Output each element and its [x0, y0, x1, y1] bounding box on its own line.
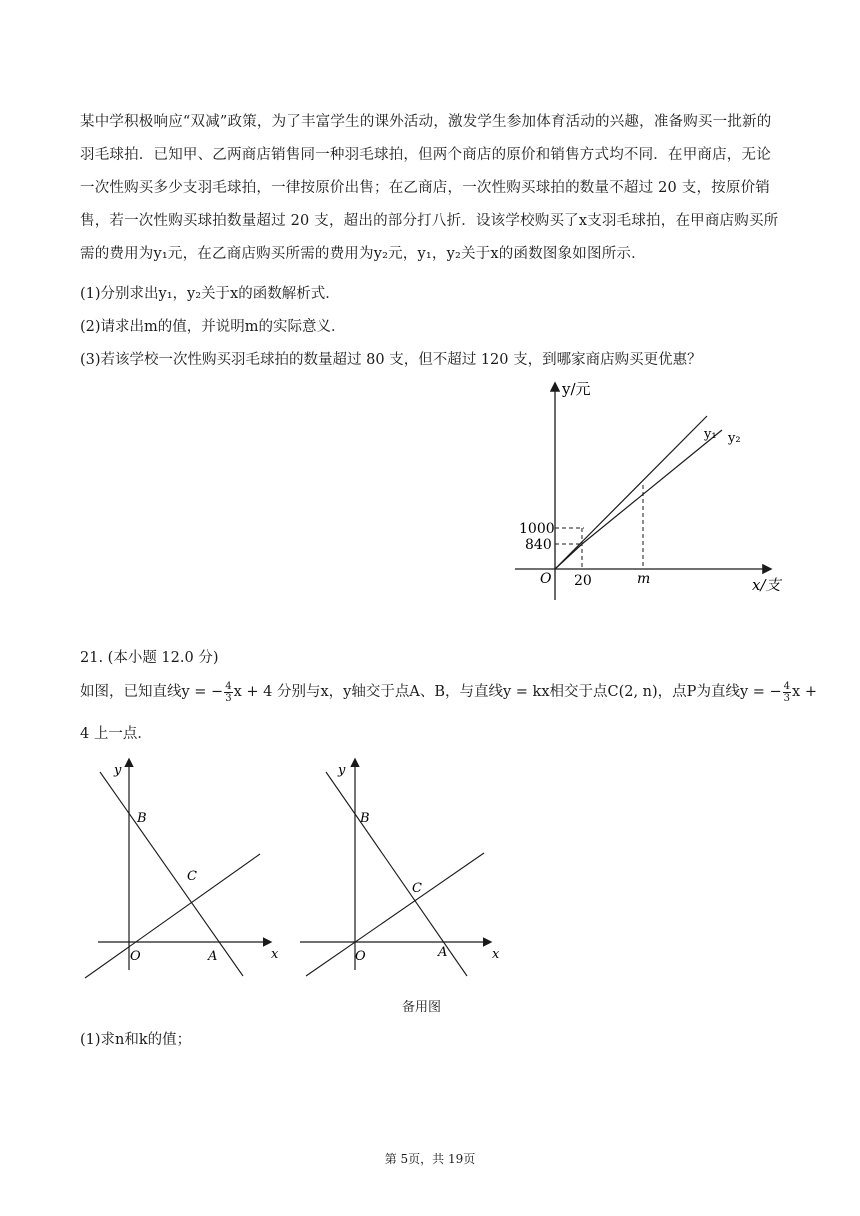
page-footer: 第 5页，共 19页	[384, 1152, 476, 1166]
problem20-graph	[500, 372, 800, 612]
backup-figure-caption: 备用图	[402, 1000, 442, 1015]
stem-part-a: 如图，已知直线y = −	[80, 684, 224, 700]
y-axis-label: y/元	[562, 380, 591, 398]
line2-label: y₂	[728, 431, 741, 446]
line-kx	[85, 854, 260, 978]
label-a: A	[208, 949, 218, 964]
label-a: A	[438, 945, 448, 960]
x-axis-label: x/支	[752, 576, 781, 594]
label-c: C	[187, 869, 197, 884]
label-b: B	[137, 811, 147, 826]
problem21-figure	[80, 756, 285, 986]
fraction-four-thirds-2: $\frac{4}{3}$	[783, 680, 791, 704]
problem20-q3: (3)若该学校一次性购买羽毛球拍的数量超过 80 支，但不超过 120 支，到哪家商店购买更优惠？	[80, 352, 702, 368]
line-y1	[555, 416, 707, 569]
problem21-header: 21. (本小题 12.0 分)	[80, 650, 219, 666]
label-c: C	[412, 881, 422, 896]
tick-1000: 1000	[519, 521, 555, 537]
tick-m: m	[637, 571, 651, 587]
label-b: B	[360, 811, 370, 826]
label-x: x	[271, 947, 279, 962]
fraction-four-thirds: $\frac{4}{3}$	[225, 680, 232, 704]
tick-840: 840	[525, 537, 552, 553]
problem21-q1: (1)求n和k的值；	[80, 1032, 192, 1048]
stem-part-b: x + 4 分别与x，y轴交于点A、B，与直线y = kx相交于点C(2, n)，点P为直线y = −	[233, 684, 782, 700]
label-y: y	[338, 763, 346, 778]
tick-20: 20	[574, 573, 592, 589]
stem-part-c: x +	[792, 684, 817, 700]
line1-label: y₁	[704, 427, 717, 442]
line-y2	[555, 430, 722, 569]
problem21-stem-line2: 4 上一点．	[80, 726, 152, 742]
problem21-backup-figure	[300, 756, 510, 986]
label-o: O	[130, 949, 141, 964]
origin-label: O	[540, 571, 552, 587]
problem21-stem-line1	[80, 680, 817, 704]
label-o: O	[355, 949, 366, 964]
problem20-stem: 某中学积极响应“双减”政策，为了丰富学生的课外活动，激发学生参加体育活动的兴趣，准备购买一批新的羽毛球拍．已知甲、乙两商店销售同一种羽毛球拍，但两个商店的原价和销售方式均不同．在甲商店，无论一次性购买多少支羽毛球拍，一律按原价出售；在乙商店，一次性购买球拍的数量不超过 20 支，按原价销售，若一次性购买球拍数量超过 20 支，超出的部分打八折．设该学校购买了x支羽毛球拍，在甲商店购买所需的费用为y₁元，在乙商店购买所需的费用为y₂元，y₁，y₂关于x的函数图象如图所示．	[80, 114, 779, 262]
problem20-q2: (2)请求出m的值，并说明m的实际意义．	[80, 319, 346, 335]
problem20-q1: (1)分别求出y₁，y₂关于x的函数解析式．	[80, 286, 340, 302]
line-ab	[100, 772, 243, 976]
label-y: y	[114, 763, 122, 778]
label-x: x	[492, 947, 500, 962]
